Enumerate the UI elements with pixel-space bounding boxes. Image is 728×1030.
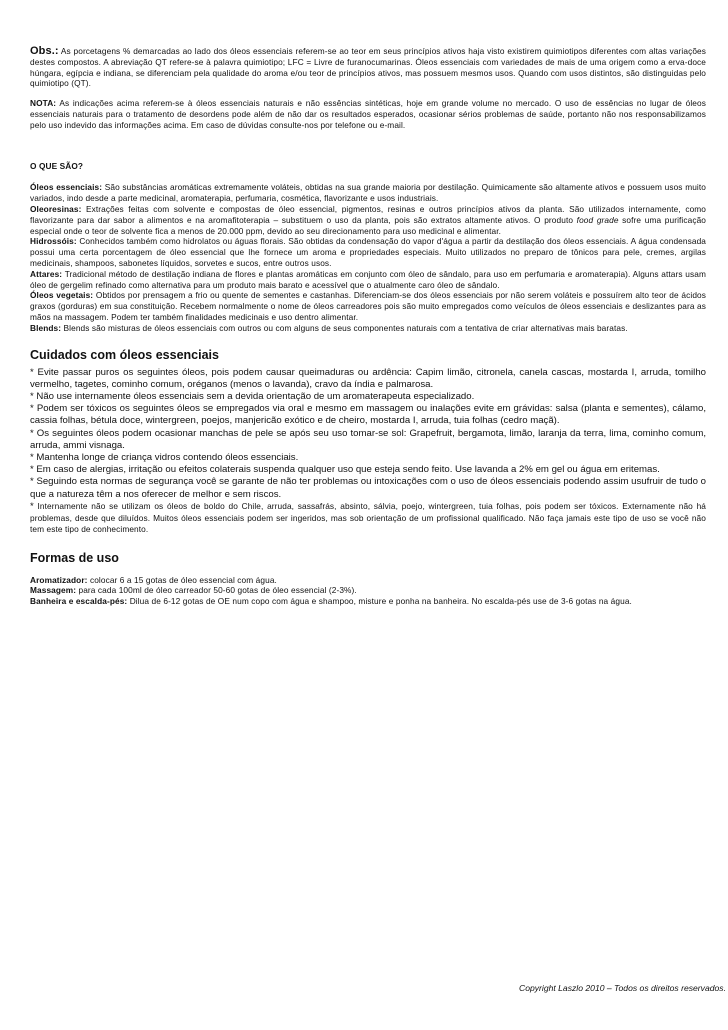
- copyright-footer: Copyright Laszlo 2010 – Todos os direitos reservados.: [518, 983, 726, 993]
- nota-text: As indicações acima referem-se à óleos essenciais naturais e não essências sintéticas, hoje em grande volume no mercado. O uso de essências no lugar de óleos essenciais naturais para o tratamento de desordens pode além de não dar os resultados esperados, ocasionar sérios problemas de saúde, portanto não nos responsabilizamos pelo uso indevido das informações acima. Em caso de dúvidas consulte-nos por telefone ou e-mail.: [30, 98, 706, 130]
- oleos-vegetais-label: Óleos vegetais:: [30, 290, 94, 301]
- oleos-vegetais-paragraph: Óleos vegetais: Obtidos por prensagem a frio ou quente de sementes e castanhas. Diferenciam-se dos óleos essenciais por não serem voláteis e possuírem alto teor de ácidos graxos (gorduras) em sua constituição. Recebem normalmente o nome de óleos carreadores pois são muito empregados como veículos de óleos essenciais e deslizantes para as mãos na massagem. Podem ter também finalidades medicinais e uso dentro alimentar.: [30, 290, 706, 322]
- blends-label: Blends:: [30, 322, 62, 333]
- massagem-label: Massagem:: [30, 585, 77, 596]
- blends-paragraph: Blends: Blends são misturas de óleos essenciais com outros ou com alguns de seus componentes naturais com a tentativa de criar alternativas mais baratas.: [30, 322, 628, 333]
- hidrossois-paragraph: Hidrossóis: Conhecidos também como hidrolatos ou águas florais. São obtidas da condensação do vapor d'água a partir da destilação dos óleos essenciais. A água condensada possui uma certa porcentagem de óleo essencial que lhe fornece um aroma e propriedades especiais. Muito utilizados no preparo de tônicos para pele, cremes, argilas medicinais, shampoos, sabonetes líquidos, sorvetes e sucos, entre outros usos.: [30, 236, 706, 268]
- cuidados-item: * Os seguintes óleos podem ocasionar manchas de pele se após seu uso tomar-se sol: Grapefruit, bergamota, limão, laranja da terra, lima, cominho comum, arruda, ammi visnaga.: [30, 427, 706, 451]
- cuidados-item: * Não use internamente óleos essenciais sem a devida orientação de um aromaterapeuta especializado.: [30, 390, 475, 402]
- cuidados-list: [30, 367, 706, 535]
- document-content: [30, 46, 706, 607]
- nota-label: NOTA:: [30, 98, 57, 109]
- cuidados-item: * Seguindo esta normas de segurança você se garante de não ter problemas ou intoxicações com o uso de óleos essenciais podendo assim usufruir de tudo o que a natureza têm a nos oferecer de melhor e sem riscos.: [30, 476, 706, 500]
- oleoresinas-paragraph: Oleoresinas: Extrações feitas com solvente e compostas de óleo essencial, pigmentos, resinas e outros princípios ativos da planta. São utilizados internamente, como flavorizante para dar sabor a alimentos e na aromafitoterapia – substituem o uso da planta, pois são extratos altamente ativos. O produto food grade sofre uma purificação especial onde o teor de solvente fica a menos de 20.000 ppm, devido ao seu direcionamento para uso medicinal e alimentar.: [30, 203, 707, 236]
- banheira-paragraph: Banheira e escalda-pés: Dilua de 6-12 gotas de OE num copo com água e shampoo, misture e ponha na banheira. No escalda-pés use de 3-6 gotas na água.: [30, 596, 632, 607]
- obs-label: Obs.:: [30, 45, 59, 57]
- cuidados-item: * Evite passar puros os seguintes óleos, pois podem causar queimaduras ou ardência: Capim limão, citronela, canela cascas, mostarda I, arruda, tomilho vermelho, tagetes, cominho comum, oréganos (menos o lavanda), cravo da índia e palmarosa.: [30, 366, 706, 390]
- cuidados-heading: Cuidados com óleos essenciais: [30, 347, 219, 362]
- attares-label: Attares:: [30, 268, 63, 279]
- nota-paragraph: [30, 98, 706, 130]
- cuidados-item: * Mantenha longe de criança vidros contendo óleos essenciais.: [30, 451, 299, 463]
- cuidados-item: * Podem ser tóxicos os seguintes óleos se empregados via oral e mesmo em massagem ou inalações evite em grávidas: salsa (planta e sementes), cálamo, cassia folhas, bétula doce, wintergreen, poejos, manjericão exótico e de cheiro, mostarda I, arruda, tuia folhas (cedro maçã).: [30, 403, 706, 427]
- cuidados-item: * Internamente não se utilizam os óleos de boldo do Chile, arruda, sassafrás, absinto, sálvia, poejo, wintergreen, tuia folhas, pois podem ser tóxicos. Externamente não há problemas, desde que diluídos. Muitos óleos essenciais podem ser ingeridos, mas sob orientação de um profissional qualificado. Não faça jamais este tipo de uso se você não tem este tipo de conhecimento.: [30, 500, 706, 534]
- formas-heading: Formas de uso: [30, 550, 119, 565]
- attares-paragraph: Attares: Tradicional método de destilação indiana de flores e plantas aromáticas em conjunto com óleo de sândalo, para uso em perfumaria e aromaterapia). Alguns attars usam óleo de gergelim refinado como alternativa para um produto mais barato e acessível que o atualmente caro óleo de sândalo.: [30, 268, 706, 290]
- aromatizador-paragraph: Aromatizador: colocar 6 a 15 gotas de óleo essencial com água.: [30, 574, 277, 585]
- food-grade-term: food grade: [576, 214, 619, 225]
- oleoresinas-label: Oleoresinas:: [30, 203, 82, 214]
- aromatizador-label: Aromatizador:: [30, 574, 88, 585]
- obs-text: As porcetagens % demarcadas ao lado dos óleos essenciais referem-se ao teor em seus princípios ativos haja visto existirem quimiotipos diferentes com altas variações destes compostos. A abreviação QT refere-se à palavra quimiotipo; LFC = Livre de furanocumarinas. Óleos essenciais com variedades de mais de uma origem como a erva-doce húngara, egípcia e indiana, se diferenciam pela qualidade do aroma e/ou teor de princípios ativos, mas possuem mesmos usos. Quando com usos distintos, são distinguidas pelo quimiotipo (QT).: [30, 46, 707, 89]
- formas-list: [30, 575, 706, 607]
- obs-paragraph: [30, 46, 706, 89]
- oleos-essenciais-label: Óleos essenciais:: [30, 182, 103, 193]
- oleos-essenciais-paragraph: Óleos essenciais: São substâncias aromáticas extremamente voláteis, obtidas na sua grande maioria por destilação. Quimicamente são altamente ativos e possuem usos muito variados, indo desde a parte medicinal, aromaterapia, perfumaria, cosmética, flavorizante e usos industriais.: [30, 182, 706, 204]
- banheira-label: Banheira e escalda-pés:: [30, 596, 128, 607]
- massagem-paragraph: Massagem: para cada 100ml de óleo carreador 50-60 gotas de óleo essencial (2-3%).: [30, 585, 357, 596]
- cuidados-item: * Em caso de alergias, irritação ou efeitos colaterais suspenda qualquer uso que esteja sendo feito. Use lavanda a 2% em gel ou água em eritemas.: [30, 464, 660, 476]
- hidrossois-label: Hidrossóis:: [30, 236, 77, 247]
- que-sao-heading: O QUE SÃO?: [30, 160, 84, 171]
